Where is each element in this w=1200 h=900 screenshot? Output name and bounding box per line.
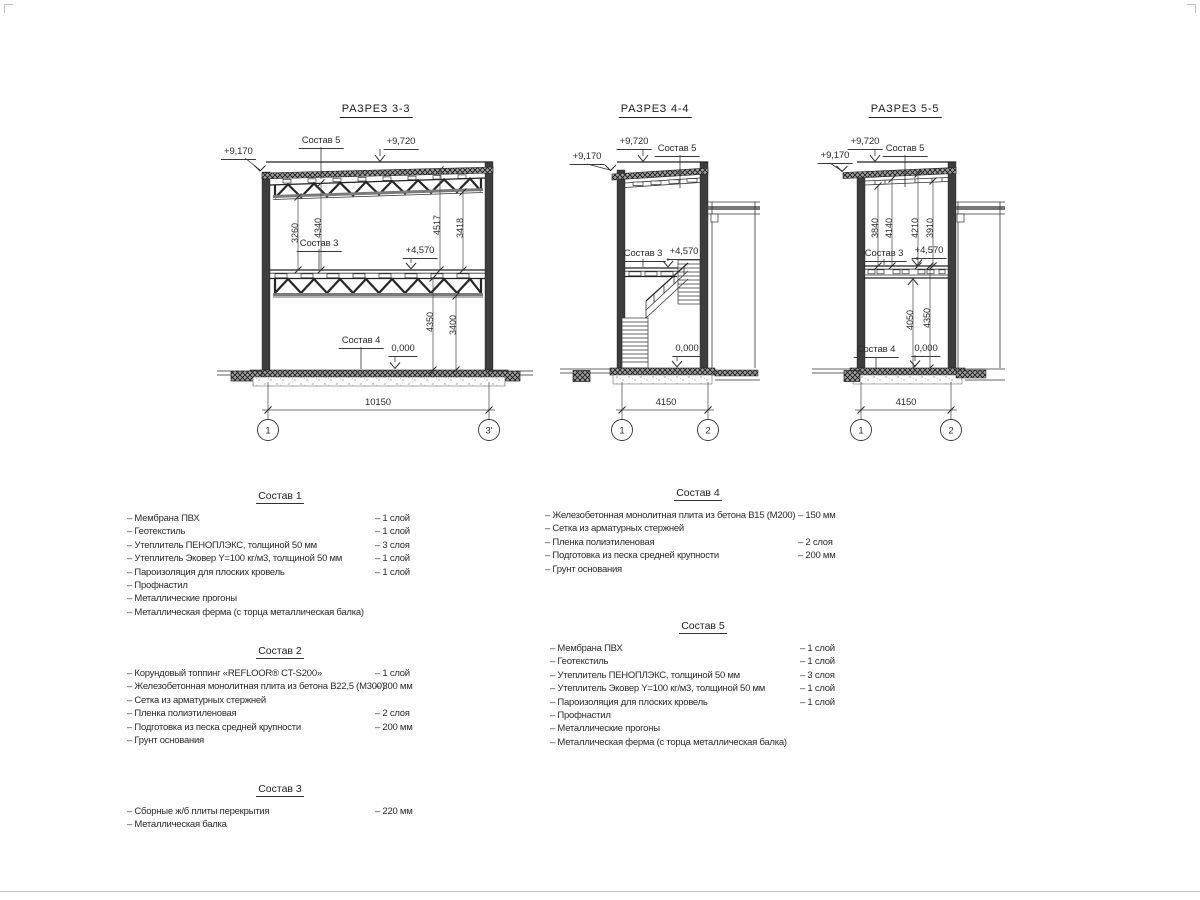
- composition-item: [125, 580, 435, 593]
- composition-item-value: – 3 слоя: [800, 669, 835, 681]
- s55-dim-4350: 4350: [922, 307, 932, 329]
- composition-item-name: – Утеплитель Эковер Y=100 кг/м3, толщиной 50 мм: [550, 683, 766, 695]
- composition-item: [125, 540, 435, 553]
- composition-item-value: – 2 слоя: [798, 536, 833, 548]
- composition-item-name: – Сборные ж/б плиты перекрытия: [127, 806, 270, 817]
- composition-item-value: – 3 слоя: [375, 539, 410, 551]
- composition-item: [125, 553, 435, 566]
- composition-item: [548, 670, 858, 683]
- composition-item: [543, 523, 853, 536]
- composition-item: [125, 722, 435, 735]
- s55-elev-zero-label: 0,000: [911, 344, 940, 357]
- composition-item-value: – 1 слой: [800, 683, 835, 695]
- s55-dim-4050: 4050: [905, 309, 915, 331]
- s33-axis-left-number: 1: [265, 425, 271, 437]
- composition-item-name: – Пленка полиэтиленовая: [127, 708, 237, 720]
- composition-item: [548, 710, 858, 723]
- s33-dim-3400: 3400: [448, 314, 458, 336]
- composition-5-title: Состав 5: [681, 620, 725, 632]
- composition-item-name: – Металлическая балка: [127, 819, 227, 831]
- composition-5-list: [548, 643, 858, 750]
- s55-axis-left-number: 1: [858, 425, 864, 437]
- composition-item-name: – Профнастил: [550, 709, 611, 721]
- s44-elev-eave-label: +9,170: [570, 152, 605, 165]
- composition-item-name: – Пароизоляция для плоских кровель: [550, 696, 708, 708]
- composition-item: [125, 526, 435, 539]
- composition-item-name: – Мембрана ПВХ: [550, 643, 623, 654]
- s33-dim-3418: 3418: [455, 217, 465, 239]
- s44-elev-floor-label: +4,570: [667, 247, 702, 260]
- composition-item-value: – 200 мм: [798, 550, 836, 562]
- s33-axis-right-number: 3': [485, 425, 493, 437]
- composition-item-name: – Мембрана ПВХ: [127, 513, 200, 524]
- s44-width-dim-label: 4150: [655, 397, 677, 408]
- s55-dim-4140: 4140: [884, 217, 894, 239]
- composition-item-value: – 1 слой: [375, 553, 410, 565]
- s44-floor-composition-label: Состав 3: [621, 249, 666, 262]
- s33-ground-composition-label: Состав 4: [339, 336, 384, 349]
- composition-item-value: – 2 слоя: [375, 708, 410, 720]
- composition-1-list: [125, 513, 435, 620]
- composition-item-value: – 1 слой: [800, 696, 835, 708]
- composition-item: [125, 513, 435, 526]
- sheet-bottom-edge: [0, 891, 1200, 892]
- composition-3-title: Состав 3: [258, 783, 302, 795]
- s55-dim-3910: 3910: [925, 217, 935, 239]
- composition-item-name: – Геотекстиль: [550, 656, 609, 668]
- s55-floor-composition-label: Состав 3: [862, 249, 907, 262]
- composition-item: [125, 668, 435, 681]
- s55-elev-eave-label: +9,170: [818, 151, 853, 164]
- corner-mark-top-left: [4, 4, 13, 13]
- composition-item-name: – Металлическая ферма (с торца металлическая балка): [127, 606, 364, 618]
- composition-item: [125, 819, 435, 832]
- corner-mark-top-right: [1187, 4, 1196, 13]
- s44-elev-roof-label: +9,720: [617, 137, 652, 150]
- composition-item: [125, 607, 435, 620]
- s33-elev-zero-label: 0,000: [388, 344, 417, 357]
- composition-1: [125, 490, 435, 620]
- composition-item: [548, 683, 858, 696]
- s55-width-dim-label: 4150: [895, 397, 917, 408]
- composition-item-name: – Металлические прогоны: [127, 593, 237, 605]
- s33-dim-3260: 3260: [290, 222, 300, 244]
- composition-item-name: – Профнастил: [127, 579, 188, 591]
- composition-item-name: – Утеплитель Эковер Y=100 кг/м3, толщиной 50 мм: [127, 553, 343, 565]
- composition-item-value: – 200 мм: [375, 721, 413, 733]
- composition-item: [543, 537, 853, 550]
- composition-item-value: – 1 слой: [800, 656, 835, 668]
- composition-item-name: – Геотекстиль: [127, 526, 186, 538]
- composition-item: [548, 737, 858, 750]
- composition-item: [543, 564, 853, 577]
- s44-roof-composition-label: Состав 5: [655, 144, 700, 157]
- composition-item-name: – Подготовка из песка средней крупности: [127, 721, 301, 733]
- composition-item-name: – Металлическая ферма (с торца металлическая балка): [550, 736, 787, 748]
- composition-item-value: – 1 слой: [375, 668, 410, 679]
- composition-4-title: Состав 4: [676, 487, 720, 499]
- composition-item-name: – Железобетонная монолитная плита из бетона В15 (М200): [545, 510, 796, 521]
- s44-axis-right-number: 2: [705, 425, 711, 437]
- s44-axis-left-number: 1: [619, 425, 625, 437]
- composition-2-title: Состав 2: [258, 645, 302, 657]
- s33-dim-4340: 4340: [313, 217, 323, 239]
- composition-4-list: [543, 510, 853, 577]
- composition-2: [125, 645, 435, 748]
- composition-item: [125, 567, 435, 580]
- composition-item-name: – Сетка из арматурных стержней: [545, 523, 684, 535]
- s55-elev-floor-label: +4,570: [912, 246, 947, 259]
- composition-5: [548, 620, 858, 750]
- composition-item-value: – 150 мм: [798, 510, 836, 521]
- composition-item-value: – 1 слой: [375, 513, 410, 524]
- s55-roof-composition-label: Состав 5: [883, 144, 928, 157]
- composition-1-title: Состав 1: [258, 490, 302, 502]
- composition-item: [548, 723, 858, 736]
- s44-elev-zero-label: 0,000: [672, 344, 701, 357]
- composition-item: [125, 593, 435, 606]
- composition-item-name: – Грунт основания: [545, 563, 622, 575]
- composition-item-name: – Металлические прогоны: [550, 723, 660, 735]
- s55-elev-roof-label: +9,720: [848, 137, 883, 150]
- composition-item: [125, 681, 435, 694]
- composition-item-name: – Пленка полиэтиленовая: [545, 536, 655, 548]
- composition-2-list: [125, 668, 435, 748]
- s55-axis-right-number: 2: [948, 425, 954, 437]
- composition-item-name: – Железобетонная монолитная плита из бетона В22,5 (М300): [127, 681, 385, 693]
- composition-item: [125, 708, 435, 721]
- s33-width-dim-label: 10150: [365, 397, 391, 408]
- s33-elev-roof-label: +9,720: [384, 137, 419, 150]
- s33-elev-floor-label: +4,570: [403, 246, 438, 259]
- composition-item-name: – Сетка из арматурных стержней: [127, 694, 266, 706]
- composition-item-value: – 220 мм: [375, 806, 413, 817]
- s55-dim-3840: 3840: [870, 217, 880, 239]
- s33-dim-4517: 4517: [432, 214, 442, 236]
- composition-3-list: [125, 806, 435, 833]
- composition-item-name: – Утеплитель ПЕНОПЛЭКС, толщиной 50 мм: [127, 539, 317, 551]
- composition-item-value: – 1 слой: [375, 566, 410, 578]
- composition-item-name: – Грунт основания: [127, 734, 204, 746]
- section-4-4-title: РАЗРЕЗ 4-4: [619, 103, 692, 118]
- s33-elev-eave-label: +9,170: [221, 147, 256, 160]
- composition-item-value: – 1 слой: [800, 643, 835, 654]
- composition-item: [125, 806, 435, 819]
- composition-item: [125, 695, 435, 708]
- section-5-5-title: РАЗРЕЗ 5-5: [869, 103, 942, 118]
- composition-item: [543, 550, 853, 563]
- s55-dim-4210: 4210: [910, 217, 920, 239]
- composition-4: [543, 487, 853, 577]
- composition-item-name: – Пароизоляция для плоских кровель: [127, 566, 285, 578]
- section-3-3-title: РАЗРЕЗ 3-3: [340, 103, 413, 118]
- s55-ground-composition-label: Состав 4: [854, 345, 899, 358]
- composition-item-value: – 300 мм: [375, 681, 413, 693]
- composition-item: [548, 643, 858, 656]
- composition-item: [548, 697, 858, 710]
- composition-item: [548, 656, 858, 669]
- s33-dim-4350: 4350: [425, 311, 435, 333]
- composition-item-value: – 1 слой: [375, 526, 410, 538]
- composition-item-name: – Подготовка из песка средней крупности: [545, 550, 719, 562]
- composition-item-name: – Корундовый топпинг «REFLOOR® CT-S200»: [127, 668, 322, 679]
- composition-item: [125, 735, 435, 748]
- composition-3: [125, 783, 435, 833]
- composition-item-name: – Утеплитель ПЕНОПЛЭКС, толщиной 50 мм: [550, 669, 740, 681]
- s33-roof-composition-label: Состав 5: [299, 136, 344, 149]
- s33-floor-composition-label: Состав 3: [297, 239, 342, 252]
- composition-item: [543, 510, 853, 523]
